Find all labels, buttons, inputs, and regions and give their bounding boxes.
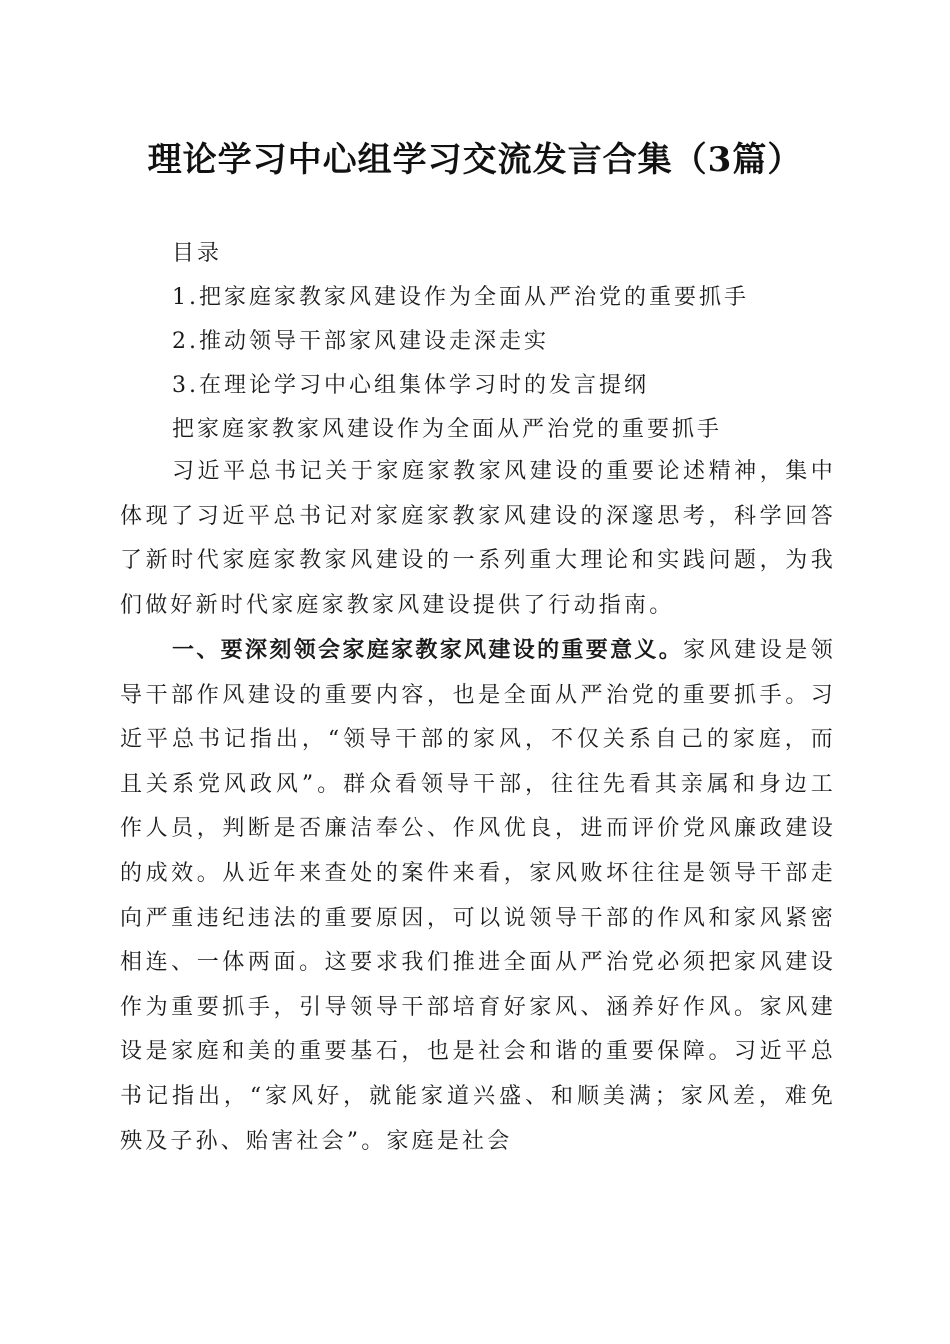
toc-item-2: 2.推动领导干部家风建设走深走实 bbox=[172, 329, 549, 354]
table-of-contents bbox=[172, 232, 872, 452]
section-one-lead: 一、要深刻领会家庭家教家风建设的重要意义。 bbox=[172, 637, 684, 663]
section-one-paragraph bbox=[120, 628, 836, 1164]
toc-item-3: 3.在理论学习中心组集体学习时的发言提纲 bbox=[172, 373, 649, 398]
toc-item-1: 1.把家庭家教家风建设作为全面从严治党的重要抓手 bbox=[172, 285, 749, 310]
intro-paragraph: 习近平总书记关于家庭家教家风建设的重要论述精神，集中体现了习近平总书记对家庭家教家风建设的深邃思考，科学回答了新时代家庭家教家风建设的一系列重大理论和实践问题，为我们做好新时代家庭家教家风建设提供了行动指南。 bbox=[120, 459, 836, 618]
section-title: 把家庭家教家风建设作为全面从严治党的重要抓手 bbox=[172, 417, 723, 442]
toc-heading: 目录 bbox=[172, 241, 223, 266]
document-title: 理论学习中心组学习交流发言合集（3篇） bbox=[147, 140, 803, 180]
section-one-body: 家风建设是领导干部作风建设的重要内容，也是全面从严治党的重要抓手。习近平总书记指出，“领导干部的家风，不仅关系自己的家庭，而且关系党风政风”。群众看领导干部，往往先看其亲属和身边工作人员，判断是否廉洁奉公、作风优良，进而评价党风廉政建设的成效。从近年来查处的案件来看，家风败坏往往是领导干部走向严重违纪违法的重要原因，可以说领导干部的作风和家风紧密相连、一体两面。这要求我们推进全面从严治党必须把家风建设作为重要抓手，引导领导干部培育好家风、涵养好作风。家风建设是家庭和美的重要基石，也是社会和谐的重要保障。习近平总书记指出，“家风好，就能家道兴盛、和顺美满；家风差，难免殃及子孙、贻害社会”。家庭是社会 bbox=[120, 638, 836, 1154]
